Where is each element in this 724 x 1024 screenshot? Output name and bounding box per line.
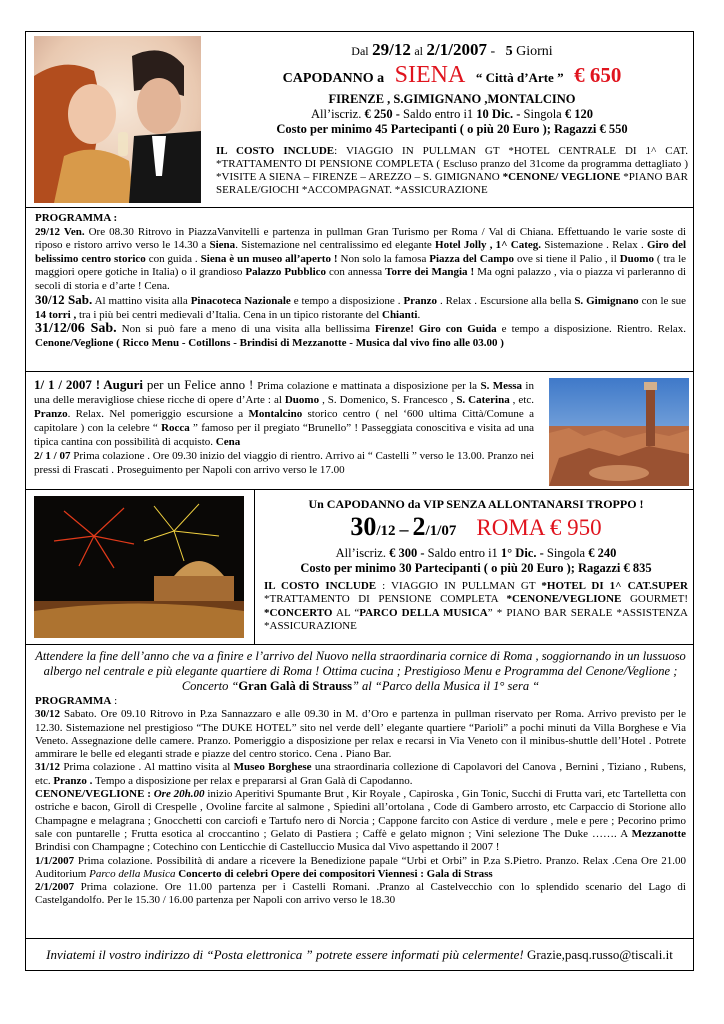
place-name: Chianti: [382, 308, 418, 321]
day-text: . Sistemazione nel centralissimo ed elegante: [235, 239, 436, 251]
place-name: Siena: [209, 239, 236, 251]
day-text: Non solo la famosa: [337, 252, 430, 265]
roma-divider: [254, 490, 255, 644]
highlight-text: Firenze! Giro con Guida: [375, 323, 497, 335]
singola-price: € 240: [588, 546, 617, 560]
footer-section: [26, 939, 693, 972]
roma-includes: [264, 580, 688, 633]
day-text: in una delle meravigliose chiese ricche di opere d’Arte : al: [34, 380, 534, 406]
day-text: Prima colazione. Possibilità di andare a ricevere la Benedizione papale “Urbi et Orbi” in P.za S.Pietro. Pranzo. Relax .Cena Ore 21.00 Auditorium: [35, 854, 686, 880]
include-text-end: ” * PIANO BAR SERALE *ASSISTENZA *ASSICURAZIONE: [264, 606, 688, 632]
day-text: con le sue: [638, 295, 686, 307]
iscr-label: All’iscriz.: [311, 107, 362, 121]
siena-header: [216, 40, 688, 137]
roma-title: [262, 512, 690, 546]
days-count: 5: [505, 44, 513, 59]
date-to: 2: [412, 512, 426, 541]
iscr-amount: € 300 -: [389, 546, 425, 560]
programma-title: PROGRAMMA :: [35, 212, 118, 224]
day-text: con guida .: [145, 252, 201, 265]
singola-label: Singola: [523, 107, 562, 121]
roma-headline: Un CAPODANNO da VIP SENZA ALLONTANARSI TROPPO !: [308, 497, 644, 511]
include-concerto: *CONCERTO: [264, 606, 333, 619]
saldo-date: 1° Dic. -: [500, 546, 544, 560]
day-text: storico centro ( nel ‘600 ultima Città/Comune a capitolare ) con la celebre “: [34, 408, 534, 434]
day-text: , S. Domenico, S. Francesco ,: [319, 394, 457, 406]
date-to-small: /1/07: [425, 523, 457, 539]
cenone-menu: [35, 788, 686, 854]
highlight-text: Concerto di celebri Opere dei compositori Viennesi : Gala di Strass: [178, 867, 493, 880]
siena-payment: [216, 107, 688, 122]
highlight-text: Siena è un museo all’aperto !: [200, 252, 338, 265]
highlight-text: Pranzo .: [53, 774, 93, 787]
day-text: Ore 08.30 Ritrovo in PiazzaVanvitelli e partenza in pullman Gran Turismo per Roma / Val di Chiana. Effettuando le varie soste di riposo e ristoro arrivo verso le 14.30 a: [35, 225, 686, 251]
roma-day-30-12: [35, 708, 686, 761]
day-date: 2/ 1 / 07: [34, 450, 71, 462]
include-text: : VIAGGIO IN PULLMAN GT *HOTEL CENTRALE DI 1^ CAT. *TRATTAMENTO DI PENSIONE COMPLETA ( Escluso pranzo del 31come da programma dettagliato ) *VISITE A SIENA – FIRENZE – AREZZO – S. GIMIGNANO: [216, 145, 689, 183]
day-text: Prima colazione . Al mattino visita al: [60, 761, 234, 774]
couple-photo: [34, 36, 201, 203]
place-name: Museo Borghese: [233, 761, 312, 774]
place-name: Piazza del Campo: [429, 252, 514, 265]
intro-text: Attendere la fine dell’anno che va a finire e l’arrivo del Nuovo nella straordinaria cornice di Roma , soggiornando in un lussuoso albergo nel centrale e più elegante quartiere di Roma ! Ottima cucina ; Prestigioso Menu e Programma del Cenone/Veglione ; Concerto “: [35, 649, 686, 693]
day-text: Ma ogni palazzo , via o piazza vi parleranno di secoli di storia e d’arte ! Cena.: [35, 266, 687, 292]
day-date: 2/1/2007: [35, 881, 75, 894]
highlight-text: S. Messa: [480, 380, 523, 392]
place-name: Pinacoteca Nazionale: [190, 295, 291, 307]
dates-al: al: [414, 44, 424, 58]
place-name: Rocca: [161, 422, 190, 434]
saldo-date: 10 Dic. -: [476, 107, 521, 121]
place-name: S. Gimignano: [574, 295, 639, 307]
day-date: 30/12: [35, 708, 61, 721]
include-hotel: *HOTEL DI 1^ CAT.SUPER: [541, 580, 688, 592]
highlight-text: 14 torri ,: [35, 308, 77, 321]
programma-title: PROGRAMMA: [35, 695, 112, 707]
include-cenone: *CENONE/VEGLIONE: [506, 593, 622, 606]
day-text: con annessa: [326, 266, 386, 278]
include-text: *TRATTAMENTO DI PENSIONE COMPLETA: [264, 593, 507, 606]
place-name: Parco della Musica: [89, 867, 176, 880]
siena-programma-section: [26, 208, 693, 372]
date-from: 30: [350, 512, 377, 541]
include-label: IL COSTO INCLUDE: [216, 145, 335, 157]
day-text: ove si tiene il Palio , il: [514, 252, 620, 265]
day-text: , etc.: [509, 394, 534, 406]
day-text: Prima colazione. Ore 11.00 partenza per i Castelli Romani. .Pranzo al Castelvecchio con lo splendido scenario del Lago di Castelgandolfo. Per le 15.30 / 16.00 partenza per Napoli con arrivo verso le 18.30: [35, 881, 686, 907]
roma-programma-title: [35, 695, 686, 708]
roma-payment: [262, 546, 690, 561]
january-days-text: [34, 378, 534, 477]
include-cenone: *CENONE/ VEGLIONE: [502, 171, 621, 183]
day-date: 1/ 1 / 2007 ! Auguri: [34, 377, 143, 392]
include-text-end: *PIANO BAR SERALE/GIOCHI *ACCOMPAGNAT. *ASSICURAZIONE: [216, 171, 688, 196]
highlight-text: Giro del belissimo centro storico: [35, 239, 687, 265]
programma-colon: :: [111, 695, 118, 707]
cenone-time: Ore 20h.00: [150, 788, 205, 801]
roma-price: ROMA € 950: [476, 515, 602, 540]
siena-panorama-image: [549, 378, 689, 486]
menu-text: inizio Aperitivi Spumante Brut , Kir Royale , Capiroska , Gin Tonic, Succhi di Frutta vari, etc Tartelletta con ostriche e bacon, Giroll di Crespelle , Ovoline farcite al salmone , Spiedini all’ortolana , Code di Gambero arrosto, etc Carpaccio di Storione allo Champagne e melagrana ; Gnocchetti con carciofi e Tartufo nero di Norcia ; Cappone farcito con Astice di verdure , mele e pere ; Pecorino primo sale con puntarelle ; Frutta esotica al croccantino ; Gelato di Pastiera ; Caffè e gelato mignon ; Vini selezione The Duke ……. A: [35, 788, 687, 840]
include-text: : VIAGGIO IN PULLMAN GT: [376, 580, 542, 592]
roma-costo: Costo per minimo 30 Partecipanti ( o più 20 Euro ); Ragazzi € 835: [300, 561, 652, 575]
saldo-label: Saldo entro i1: [403, 107, 474, 121]
day-date: 1/1/2007: [35, 854, 75, 867]
city-subtitle: “ Città d’Arte ”: [475, 70, 564, 85]
roma-day-2-1: [35, 881, 686, 908]
day-text: Prima colazione e mattinata a disposizione per la: [257, 380, 481, 392]
siena-title: [216, 62, 688, 92]
day-30-12: [35, 293, 686, 322]
day-text: ( tra le maggiori opere gotiche in Italia) o il grandioso: [35, 252, 687, 278]
day-text: ” famoso per il pregiato “Brunello” ! Passeggiata conoscitiva e visita ad una tipica cantina con possibilità di acquisto.: [34, 422, 534, 448]
place-name: Duomo: [619, 252, 654, 265]
hotel-name: Hotel Jolly , 1^ Categ.: [435, 239, 542, 251]
roma-intro: [35, 649, 686, 694]
iscr-label: All’iscriz.: [335, 546, 386, 560]
day-text: Tempo a disposizione per relax e prepararsi al Gran Galà di Capodanno.: [92, 774, 413, 787]
dates-dash: -: [490, 44, 496, 59]
highlight-text: Pranzo: [403, 295, 438, 307]
city-name: SIENA: [394, 62, 466, 88]
highlight-text: Pranzo: [34, 408, 68, 420]
day-date: 31/12: [35, 761, 61, 774]
roma-programma-section: [26, 645, 693, 939]
place-name: Torre dei Mangia !: [385, 266, 475, 278]
day-text: .: [417, 308, 421, 321]
roma-header: [262, 496, 690, 576]
siena-costo: Costo per minimo 45 Partecipanti ( o più 20 Euro ); Ragazzi € 550: [276, 122, 628, 136]
day-date: 31/12/06 Sab.: [35, 321, 117, 336]
highlight-text: Mezzanotte: [631, 827, 686, 840]
include-text: AL “: [332, 606, 360, 619]
title-prefix: CAPODANNO a: [282, 71, 385, 86]
day-text: tra i più bei centri medievali d’Italia. Cena in un tipico ristorante del: [76, 308, 382, 321]
include-parco: PARCO DELLA MUSICA: [359, 606, 488, 619]
place-name: Palazzo Pubblico: [245, 266, 327, 278]
greeting-text: per un Felice anno !: [143, 377, 258, 392]
day-text: Sabato. Ore 09.10 Ritrovo in P.za Sannazzaro e alle 09.30 in M. d’Oro e partenza in pullman riservato per Roma. Arrivo previsto per le 12.30. Sistemazione nel prestigioso “The DUKE HOTEL” sito nel verde dell’ elegante quartiere “Parioli” a pochi minuti da Villa Borghese e Via Veneto. Assegnazione delle camere. Pranzo. Pomeriggio a disposizione per relax e recarsi in Via Veneto con il minibus-shuttle dell’Hotel . Potrete ammirare le belle ed eleganti strade e piazze del centro storico. Cena . Piano Bar.: [35, 708, 686, 761]
roma-day-31-12: [35, 761, 686, 788]
highlight-text: Cenone/Veglione ( Ricco Menu - Cotillons - Brindisi di Mezzanotte - Musica dal vivo fino alle 03.00 ): [35, 336, 504, 349]
roma-day-1-1: [35, 855, 686, 882]
january-days-section: [26, 372, 693, 490]
iscr-amount: € 250 -: [364, 107, 400, 121]
day-2-1: [34, 449, 534, 477]
date-from-small: /12: [376, 523, 396, 539]
day-1-1: [34, 378, 534, 449]
footer-contact[interactable]: Grazie,pasq.russo@tiscali.it: [523, 947, 673, 962]
roma-offer-section: [26, 490, 693, 645]
siena-includes: [216, 145, 688, 197]
brochure-sheet: [25, 31, 694, 971]
day-text: una straordinaria collezione di Capolavori del Canova , Bernini , Tiziano , Rubens, etc.: [35, 761, 687, 787]
place-name: Duomo: [284, 394, 320, 406]
highlight-text: Cena: [215, 436, 241, 448]
footer-text: Inviatemi il vostro indirizzo di “Posta elettronica ” potrete essere informati più celermente!: [46, 947, 524, 962]
days-label: Giorni: [516, 44, 553, 59]
include-text: GOURMET!: [621, 593, 688, 606]
siena-locations: FIRENZE , S.GIMIGNANO ,MONTALCINO: [328, 92, 576, 106]
gala-name: Gran Galà di Strauss: [238, 679, 352, 693]
singola-label: Singola: [546, 546, 586, 560]
day-text: Prima colazione . Ore 09.30 inizio del viaggio di rientro. Arrivo ai “ Castelli ” verso le 13.00. Pranzo nei pressi di Frascati . Proseguimento per Napoli con arrivo verso le 17.00: [34, 450, 534, 476]
saldo-label: Saldo entro i1: [427, 546, 498, 560]
date-to: 2/1/2007: [426, 40, 487, 59]
trip-price: € 650: [574, 63, 622, 87]
date-from: 29/12: [372, 40, 411, 59]
rome-fireworks-image: [34, 496, 244, 638]
singola-price: € 120: [564, 107, 593, 121]
intro-text-end: ” al “Parco della Musica il 1° sera “: [351, 679, 540, 693]
day-text: Non si può fare a meno di una visita alla bellissima: [116, 323, 375, 335]
dates-dash: –: [399, 519, 409, 539]
day-text: . Relax . Escursione alla bella: [437, 295, 575, 307]
siena-dates: [216, 40, 688, 62]
day-date: 30/12 Sab.: [35, 292, 93, 307]
day-29-12: [35, 226, 686, 294]
place-name: S. Caterina: [456, 394, 510, 406]
day-text: Al mattino visita alla: [92, 295, 191, 307]
include-label: IL COSTO INCLUDE: [264, 580, 377, 592]
day-text: e tempo a disposizione. Rientro. Relax.: [496, 323, 687, 335]
siena-offer-section: [26, 32, 693, 208]
dates-prefix: Dal: [351, 44, 369, 58]
day-text: . Relax. Nel pomeriggio escursione a: [67, 408, 249, 420]
day-31-12: [35, 322, 686, 350]
day-text: e tempo a disposizione .: [290, 295, 404, 307]
day-text: Sistemazione . Relax .: [541, 239, 647, 251]
cenone-label: CENONE/VEGLIONE :: [35, 788, 151, 801]
menu-text: Brindisi con Champagne ; Cotechino con Lenticchie di Castelluccio Musica dal Vivo aspettando il 2007 !: [35, 841, 500, 854]
day-date: 29/12 Ven.: [35, 225, 85, 238]
place-name: Montalcino: [248, 408, 303, 420]
